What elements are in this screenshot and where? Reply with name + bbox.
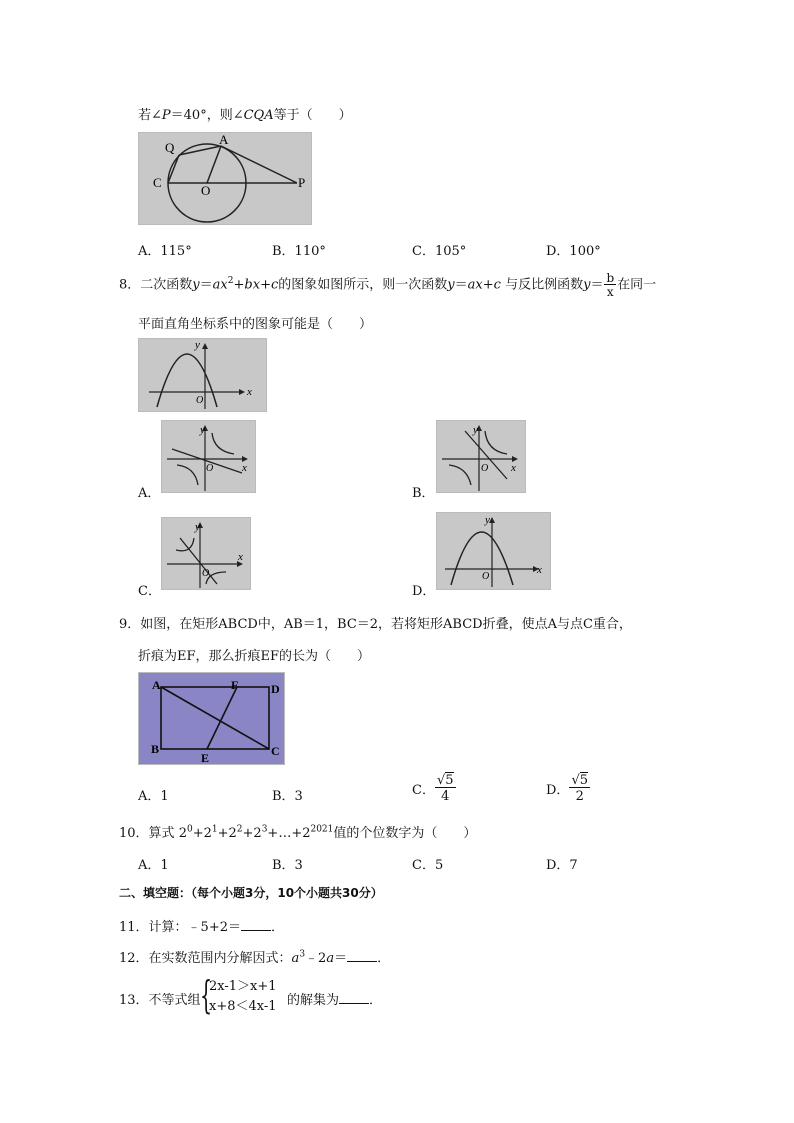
answer-blank[interactable] — [339, 1002, 369, 1004]
section-heading-fill-in: 二、填空题：（每个小题3分，10个小题共30分） — [119, 886, 383, 900]
svg-text:F: F — [231, 678, 239, 692]
svg-text:x: x — [238, 551, 243, 563]
q7-option-a[interactable]: A．115° — [138, 244, 192, 259]
q10-option-a[interactable]: A．1 — [138, 858, 169, 873]
diagonal-ac — [161, 687, 269, 749]
q8-option-c-graph[interactable] — [161, 517, 251, 590]
q8-option-a[interactable]: A． — [138, 486, 161, 501]
q9-rectangle-figure — [138, 672, 285, 765]
svg-text:x: x — [247, 386, 252, 398]
svg-text:y: y — [195, 339, 200, 351]
q10-option-d[interactable]: D．7 — [546, 858, 578, 873]
q9-stem-line2: 折痕为EF，那么折痕EF的长为（ ） — [138, 649, 371, 664]
sqrt5-over-2: $\frac{√5}{2}$ — [571, 773, 589, 804]
formula-factor: a — [291, 951, 300, 966]
svg-text:B: B — [151, 742, 160, 756]
svg-text:x: x — [242, 462, 247, 474]
q13-stem-post: 的解集为 ． — [287, 993, 383, 1008]
q7-option-b[interactable]: B．110° — [272, 244, 326, 259]
label-q: Q — [165, 140, 175, 155]
svg-text:E: E — [201, 751, 210, 765]
q8-option-a-graph[interactable] — [161, 420, 256, 493]
q9-option-c[interactable]: C． $\frac{√5}{4}$ — [412, 773, 454, 804]
svg-text:O: O — [196, 395, 204, 406]
inequality-2: x+8＜4x-1 — [209, 999, 277, 1014]
system-brace: { — [200, 973, 213, 1017]
label-a: A — [219, 132, 229, 147]
q10-option-c[interactable]: C．5 — [412, 858, 444, 873]
q9-option-d[interactable]: D． $\frac{√5}{2}$ — [546, 773, 589, 804]
svg-text:y: y — [473, 424, 478, 436]
q7-stem: 若∠P＝40°，则∠CQA等于（ ） — [138, 108, 352, 123]
svg-text:C: C — [271, 744, 280, 758]
formula-reciprocal: $\frac{b}{x}$ — [606, 271, 615, 299]
label-o: O — [201, 183, 211, 198]
q8-option-c[interactable]: C． — [138, 584, 161, 599]
svg-text:O: O — [202, 568, 210, 579]
q13-stem-pre: 13．不等式组 — [119, 993, 201, 1008]
q8-main-graph — [138, 338, 267, 412]
hyperbola-q3 — [177, 465, 198, 485]
svg-text:O: O — [481, 463, 489, 474]
q8-option-d[interactable]: D． — [412, 584, 436, 599]
q8-option-b[interactable]: B． — [412, 486, 435, 501]
q8-option-b-graph[interactable] — [436, 420, 526, 493]
q10-option-b[interactable]: B．3 — [272, 858, 303, 873]
hyperbola-q1 — [212, 433, 234, 454]
q7-option-d[interactable]: D．100° — [546, 244, 601, 259]
formula-power-sum: $2^0+2^1+2^2+2^3+\dots+2^{2021}$ — [178, 824, 334, 841]
q7-option-c[interactable]: C．105° — [412, 244, 467, 259]
q10-stem: 10．算式 $2^0+2^1+2^2+2^3+\dots+2^{2021}$值的个位数字为（ ） — [119, 824, 477, 841]
q9-option-b[interactable]: B．3 — [272, 789, 303, 804]
line-ao — [207, 146, 221, 183]
q7-circle-figure — [138, 132, 312, 225]
line-cq — [168, 155, 179, 183]
svg-text:D: D — [271, 682, 280, 696]
svg-text:A: A — [152, 678, 161, 692]
q9-option-a[interactable]: A．1 — [138, 789, 169, 804]
inequality-1: 2x-1＞x+1 — [209, 979, 277, 994]
q11-stem: 11．计算：﹣5+2＝ ． — [119, 920, 284, 935]
sqrt5-over-4: $\frac{√5}{4}$ — [436, 773, 454, 804]
parabola — [157, 354, 217, 407]
inequality-system — [209, 977, 277, 1017]
svg-text:y: y — [200, 424, 205, 436]
q8-stem-line2: 平面直角坐标系中的图象可能是（ ） — [138, 317, 373, 332]
answer-blank[interactable] — [241, 929, 271, 931]
svg-text:y: y — [195, 521, 200, 533]
svg-text:x: x — [537, 564, 542, 576]
svg-text:y: y — [485, 514, 490, 526]
svg-text:x: x — [511, 462, 516, 474]
q8-option-d-graph[interactable] — [436, 512, 551, 590]
formula-linear: y — [447, 277, 455, 293]
q12-stem: 12．在实数范围内分解因式：$a^3﹣2a=$ ． — [119, 949, 391, 966]
svg-text:O: O — [206, 463, 214, 474]
svg-text:O: O — [482, 571, 490, 582]
label-p: P — [298, 175, 306, 190]
formula-quadratic: y — [192, 277, 200, 293]
q9-stem-line1: 9．如图，在矩形ABCD中，AB＝1，BC＝2，若将矩形ABCD折叠，使点A与点C重合， — [119, 617, 632, 632]
line-ap — [221, 146, 297, 183]
label-c: C — [153, 175, 162, 190]
q8-stem-line1: 8．二次函数$y=ax^2+bx+c$的图象如图所示，则一次函数y＝ax+c 与反比例函数y＝ $\frac{b}{x}$ 在同一 — [119, 271, 657, 299]
answer-blank[interactable] — [347, 960, 377, 962]
crease-ef — [207, 687, 237, 749]
